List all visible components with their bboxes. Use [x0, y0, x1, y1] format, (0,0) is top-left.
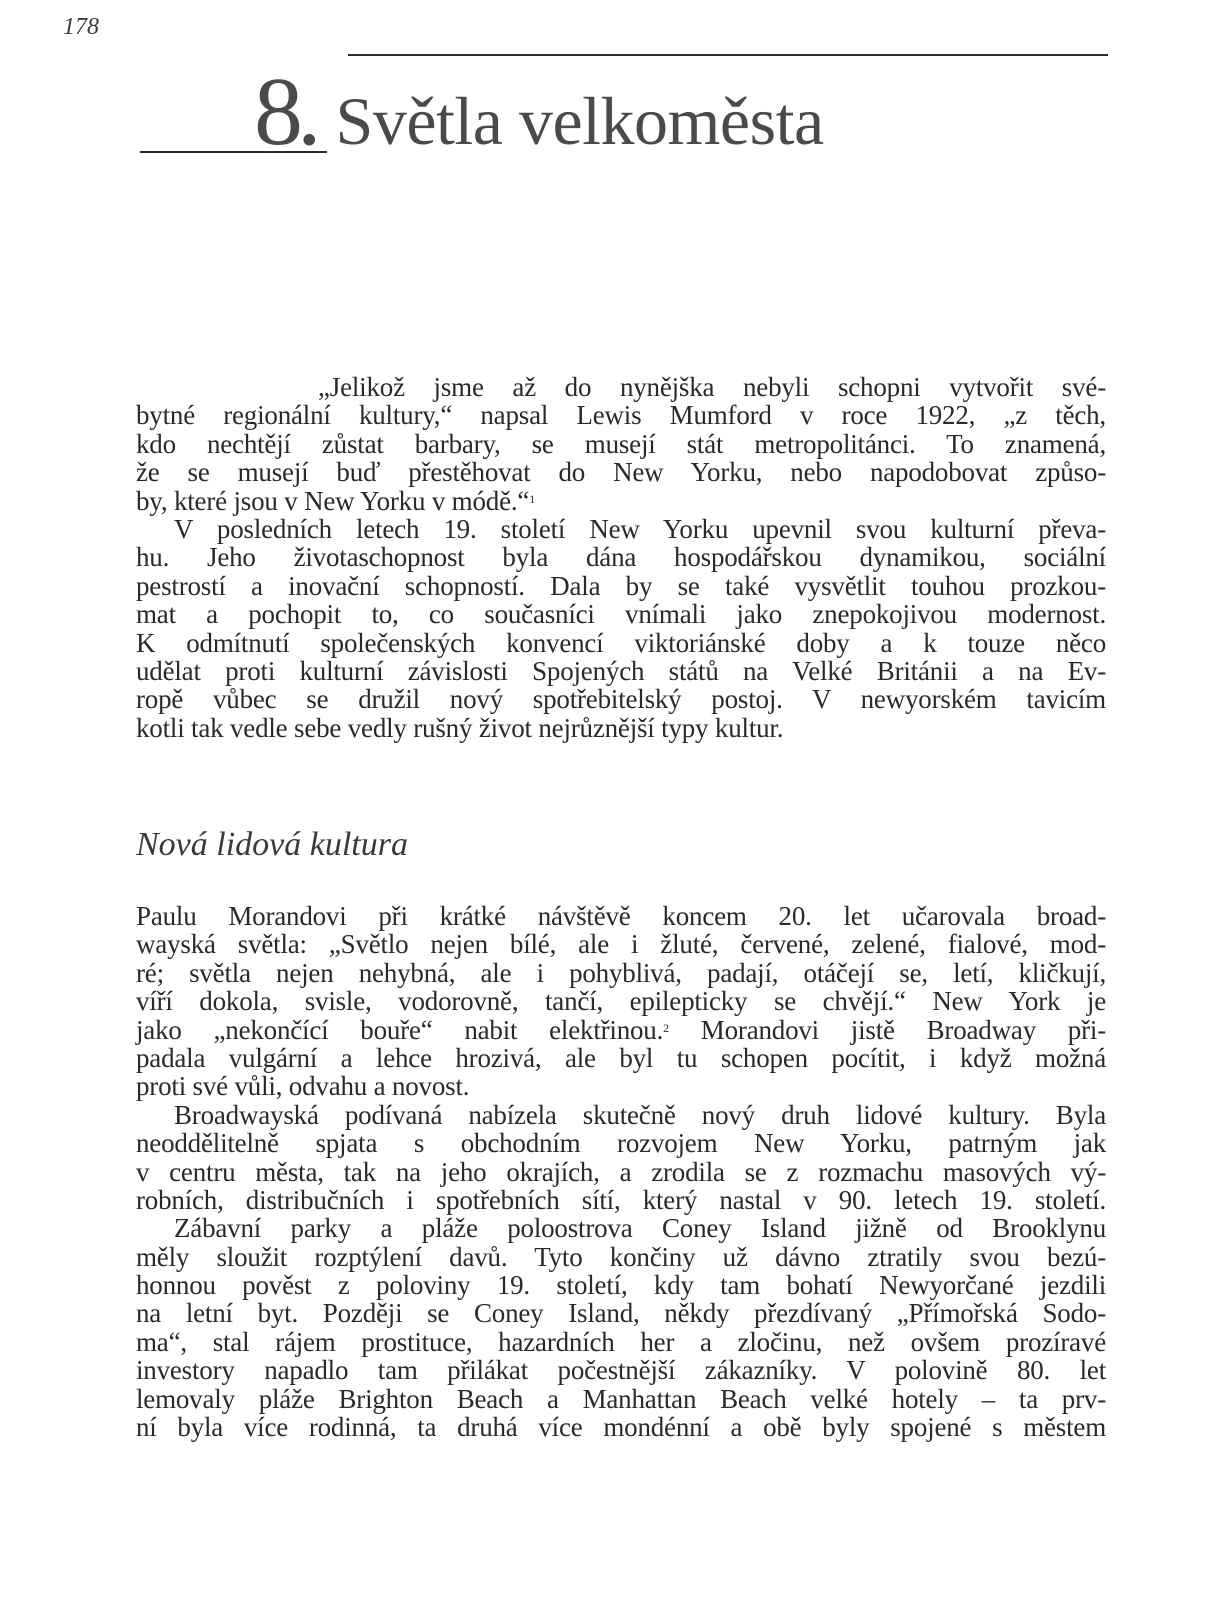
- text-line: wayská světla: „Světlo nejen bílé, ale i žluté, červené, zelené, fialové, mod-: [136, 929, 1106, 960]
- text-line: kdo nechtějí zůstat barbary, se musejí stát metropolitánci. To znamená,: [136, 428, 1106, 459]
- text-line: neoddělitelně spjata s obchodním rozvojem New Yorku, patrným jak: [136, 1128, 1106, 1159]
- rule-bottom: [140, 151, 327, 153]
- text-line: Broadwayská podívaná nabízela skutečně nový druh lidové kultury. Byla: [174, 1099, 1106, 1130]
- text-fragment: jako „nekončící bouře“ nabit elektřinou.: [136, 1014, 664, 1045]
- text-line: investory napadlo tam přilákat počestnější zákazníky. V polovině 80. let: [136, 1355, 1106, 1386]
- text-line: ré; světla nejen nehybná, ale i pohyblivá, padají, otáčejí se, letí, kličkují,: [136, 957, 1106, 988]
- text-line: V posledních letech 19. století New Yorku upevnil svou kulturní převa-: [174, 513, 1106, 544]
- text-line: ropě vůbec se družil nový spotřebitelský postoj. V newyorském tavicím: [136, 684, 1106, 715]
- paragraph-epigraph: [136, 373, 1106, 742]
- text-line: pestrostí a inovační schopností. Dala by se také vysvětlit touhou prozkou-: [136, 570, 1106, 601]
- text-line: honnou pověst z poloviny 19. století, kdy tam bohatí Newyorčané jezdili: [136, 1270, 1106, 1301]
- text-line: Paulu Morandovi při krátké návštěvě koncem 20. let učarovala broad-: [136, 901, 1106, 931]
- text-line: lemovaly pláže Brighton Beach a Manhattan Beach velké hotely – ta prv-: [136, 1383, 1106, 1414]
- text-line: víří dokola, svisle, vodorovně, tančí, epilepticky se chvějí.“ New York je: [136, 986, 1106, 1017]
- text-line-with-footnote: [136, 1016, 1106, 1044]
- text-line: měly sloužit rozptýlení davů. Tyto končiny už dávno ztratily svou bezú-: [136, 1241, 1106, 1272]
- footnote-ref-2[interactable]: 2: [663, 1020, 669, 1035]
- text-line: udělat proti kulturní závislosti Spojených států na Velké Británii a na Ev-: [136, 655, 1106, 686]
- text-line: bytné regionální kultury,“ napsal Lewis Mumford v roce 1922, „z těch,: [136, 400, 1106, 431]
- text-line: by, které jsou v New Yorku v módě.“: [136, 485, 530, 516]
- text-line-with-footnote: [136, 487, 1106, 515]
- text-line: kotli tak vedle sebe vedly rušný život nejrůznější typy kultur.: [136, 712, 784, 743]
- text-fragment: Morandovi jistě Broadway při-: [668, 1014, 1106, 1045]
- text-line: v centru města, tak na jeho okrajích, a zrodila se z rozmachu masových vý-: [136, 1156, 1106, 1187]
- text-line: ní byla více rodinná, ta druhá více mondénní a obě byly spojené s městem: [136, 1412, 1106, 1443]
- page-number: 178: [63, 14, 99, 40]
- text-line: mat a pochopit to, co současníci vnímali jako znepokojivou modernost.: [136, 599, 1106, 630]
- text-line: robních, distribučních i spotřebních sítí, který nastal v 90. letech 19. století.: [136, 1184, 1106, 1215]
- text-line: proti své vůli, odvahu a novost.: [136, 1071, 470, 1102]
- text-line: „Jelikož jsme až do nynějška nebyli schopni vytvořit své-: [318, 372, 1106, 402]
- chapter-name: Světla velkoměsta: [335, 83, 824, 159]
- text-line: na letní byt. Později se Coney Island, někdy přezdívaný „Přímořská Sodo-: [136, 1298, 1106, 1329]
- chapter-dot: .: [297, 58, 322, 166]
- text-line: K odmítnutí společenských konvencí viktoriánské doby a k touze něco: [136, 627, 1106, 658]
- chapter-number: 8: [254, 58, 301, 166]
- chapter-title: [254, 56, 824, 168]
- text-line: hu. Jeho životaschopnost byla dána hospodářskou dynamikou, sociální: [136, 542, 1106, 573]
- section-heading: Nová lidová kultura: [136, 826, 408, 863]
- section-body: [136, 902, 1106, 1441]
- text-line: že se musejí buď přestěhovat do New Yorku, nebo napodobovat způso-: [136, 457, 1106, 488]
- text-line: Zábavní parky a pláže poloostrova Coney Island jižně od Brooklynu: [174, 1213, 1106, 1244]
- text-line: ma“, stal rájem prostituce, hazardních her a zločinu, než ovšem prozíravé: [136, 1326, 1106, 1357]
- footnote-ref-1[interactable]: 1: [529, 491, 536, 506]
- text-line: padala vulgární a lehce hrozivá, ale byl tu schopen pocítit, i když možná: [136, 1042, 1106, 1073]
